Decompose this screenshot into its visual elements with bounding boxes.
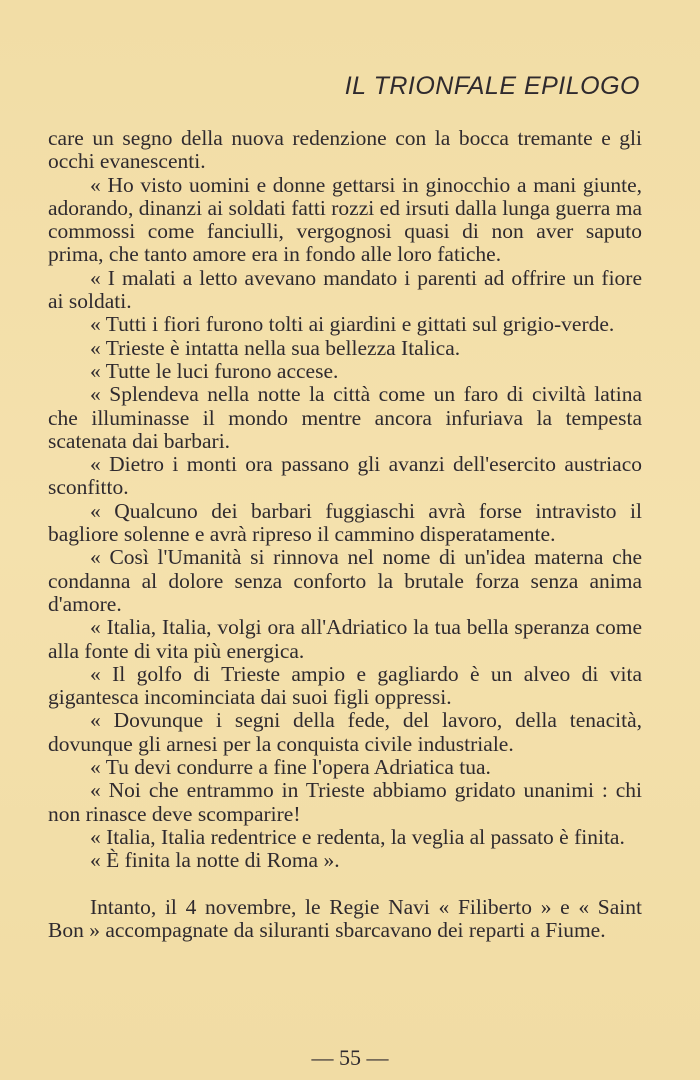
quote-paragraph: « Qualcuno dei barbari fuggiaschi avrà forse intravisto il bagliore solenne e avrà ripreso il cammino disperatamente. bbox=[48, 498, 642, 547]
quote-paragraph: « Tutti i fiori furono tolti ai giardini e gittati sul grigio-verde. bbox=[90, 312, 615, 337]
closing-paragraph: Intanto, il 4 novembre, le Regie Navi « Filiberto » e « Saint Bon » accompagnate da siluranti sbarcavano dei reparti a Fiume. bbox=[48, 894, 642, 942]
quote-paragraph: « Trieste è intatta nella sua bellezza Italica. bbox=[90, 335, 461, 360]
quote-paragraph: « Italia, Italia redentrice e redenta, la veglia al passato è finita. bbox=[90, 824, 625, 849]
quote-paragraph: « Ho visto uomini e donne gettarsi in ginocchio a mani giunte, adorando, dinanzi ai soldati fatti rozzi ed irsuti dalla lunga guerra ma commossi come fanciulli, vergognosi quasi di non aver saputo prima, che tanto amore era in fondo alle loro fatiche. bbox=[48, 172, 642, 267]
quote-paragraph: « Dietro i monti ora passano gli avanzi dell'esercito austriaco sconfitto. bbox=[48, 452, 642, 500]
quote-paragraph: « Così l'Umanità si rinnova nel nome di un'idea materna che condanna al dolore senza conforto la brutale forza senza anima d'amore. bbox=[48, 545, 642, 616]
quote-paragraph: « È finita la notte di Roma ». bbox=[90, 848, 340, 873]
quote-paragraph: « Noi che entrammo in Trieste abbiamo gridato unanimi : chi non rinasce deve scomparire! bbox=[48, 778, 642, 826]
running-title: IL TRIONFALE EPILOGO bbox=[344, 72, 640, 100]
quote-paragraph: « Splendeva nella notte la città come un faro di civiltà latina che illuminasse il mondo mentre ancora infuriava la tempesta scatenata dai barbari. bbox=[48, 382, 642, 453]
quote-paragraph: « Tutte le luci furono accese. bbox=[90, 358, 339, 383]
quote-paragraph: « Dovunque i segni della fede, del lavoro, della tenacità, dovunque gli arnesi per la conquista civile industriale. bbox=[48, 708, 642, 756]
paragraph-continuation: care un segno della nuova redenzione con la bocca tremante e gli occhi evanescenti. bbox=[48, 126, 642, 174]
body-text bbox=[48, 127, 642, 942]
quote-paragraph: « Italia, Italia, volgi ora all'Adriatico la tua bella speranza come alla fonte di vita più energica. bbox=[48, 615, 642, 663]
quote-paragraph: « Il golfo di Trieste ampio e gagliardo è un alveo di vita gigantesca incominciata dai suoi figli oppressi. bbox=[48, 661, 642, 710]
quote-paragraph: « Tu devi condurre a fine l'opera Adriatica tua. bbox=[90, 755, 491, 780]
quote-paragraph: « I malati a letto avevano mandato i parenti ad offrire un fiore ai soldati. bbox=[48, 265, 642, 314]
page-number: — 55 — bbox=[311, 1045, 389, 1070]
